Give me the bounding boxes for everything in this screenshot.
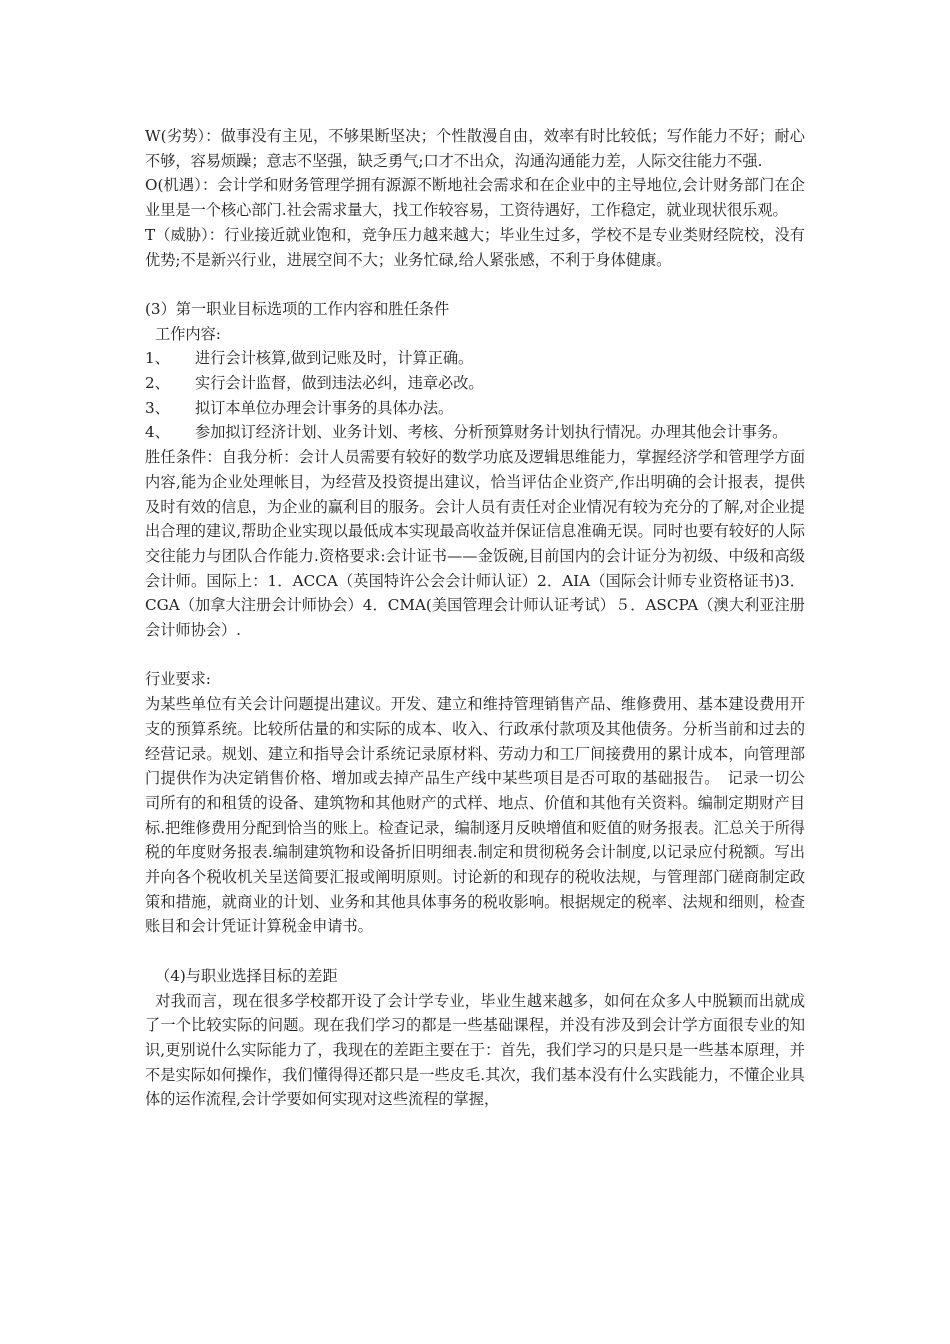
work-item-text: 参加拟订经济计划、业务计划、考核、分析预算财务计划执行情况。办理其他会计事务。	[195, 423, 788, 442]
work-content-label: 工作内容:	[155, 324, 221, 343]
section-4-text	[145, 989, 805, 1113]
industry-requirements-label: 行业要求:	[145, 670, 211, 689]
competence-paragraph: 胜任条件：自我分析：会计人员需要有较好的数学功底及逻辑思维能力，掌握经济学和管理学方面内容,能为企业处理帐目，为经营及投资提出建议，恰当评估企业资产,作出明确的会计报表，提供及时有效的信息，为企业的赢利目的服务。会计人员有责任对企业情况有较为充分的了解,对企业提出合理的建议,帮助企业实现以最低成本实现最高收益并保证信息准确无误。同时也要有较好的人际交往能力与团队合作能力.资格要求:会计证书——金饭碗,目前国内的会计证分为初级、中级和高级会计师。国际上：1．ACCA（英国特许公会会计师认证）2．AIA（国际会计师专业资格证书)3．CGA（加拿大注册会计师协会）4．CMA(美国管理会计师认证考试）５．ASCPA（澳大利亚注册会计师协会）.	[145, 448, 805, 640]
work-item-text: 拟订本单位办理会计事务的具体办法。	[195, 398, 454, 417]
blank-line	[145, 939, 805, 964]
section-4-body: 对我而言，现在很多学校都开设了会计学专业，毕业生越来越多，如何在众多人中脱颖而出就成了一个比较实际的问题。现在我们学习的都是一些基础课程，并没有涉及到会计学方面很专业的知识,更别说什么实际能力了，我现在的差距主要在于：首先，我们学习的只是只是一些基本原理，并不是实际如何操作，我们懂得得还都只是一些皮毛.其次，我们基本没有什么实践能力，不懂企业具体的运作流程,会计学要如何实现对这些流程的掌握，	[145, 991, 805, 1109]
work-item	[145, 346, 805, 371]
work-item-text: 进行会计核算,做到记账及时，计算正确。	[195, 349, 474, 368]
work-item-number: 4、	[145, 423, 170, 442]
work-item	[145, 371, 805, 396]
work-item	[145, 396, 805, 421]
industry-requirements-text: 为某些单位有关会计问题提出建议。开发、建立和维持管理销售产品、维修费用、基本建设费用开支的预算系统。比较所估量的和实际的成本、收入、行政承付款项及其他债务。分析当前和过去的经营记录。规划、建立和指导会计系统记录原材料、劳动力和工厂间接费用的累计成本，向管理部门提供作为决定销售价格、增加或去掉产品生产线中某些项目是否可取的基础报告。 记录一切公司所有的和租赁的设备、建筑物和其他财产的式样、地点、价值和其他有关资料。编制定期财产目标.把维修费用分配到恰当的账上。检查记录，编制逐月反映增值和贬值的财务报表。汇总关于所得税的年度财务报表.编制建筑物和设备折旧明细表.制定和贯彻税务会计制度,以记录应付税额。写出并向各个税收机关呈送简要汇报或阐明原则。讨论新的和现存的税收法规，与管理部门磋商制定政策和措施，就商业的计划、业务和其他具体事务的税收影响。根据规定的税率、法规和细则，检查账目和会计凭证计算税金申请书。	[145, 695, 805, 936]
swot-opportunity: O(机遇）：会计学和财务管理学拥有源源不断地社会需求和在企业中的主导地位,会计财务部门在企业里是一个核心部门.社会需求量大，找工作较容易，工资待遇好，工作稳定，就业现状很乐观。	[145, 176, 805, 220]
section-4-heading: （4)与职业选择目标的差距	[155, 966, 338, 985]
document-body	[145, 124, 805, 1112]
blank-line	[145, 272, 805, 297]
swot-weakness: W(劣势）：做事没有主见，不够果断坚决；个性散漫自由，效率有时比较低；写作能力不好；耐心不够，容易烦躁；意志不坚强，缺乏勇气;口才不出众，沟通沟通能力差，人际交往能力不强.	[145, 127, 805, 170]
section-3-heading: (3）第一职业目标选项的工作内容和胜任条件	[145, 299, 450, 318]
blank-line	[145, 643, 805, 668]
work-item-4	[145, 420, 805, 445]
work-item-number: 1、	[145, 349, 170, 368]
work-item-number: 3、	[145, 398, 170, 417]
work-item-text: 实行会计监督，做到违法必纠，违章必改。	[195, 374, 484, 393]
swot-threat: T（威胁）：行业接近就业饱和，竞争压力越来越大；毕业生过多，学校不是专业类财经院校，没有优势;不是新兴行业，进展空间不大；业务忙碌,给人紧张感，不利于身体健康。	[145, 225, 805, 269]
work-item-number: 2、	[145, 374, 170, 393]
